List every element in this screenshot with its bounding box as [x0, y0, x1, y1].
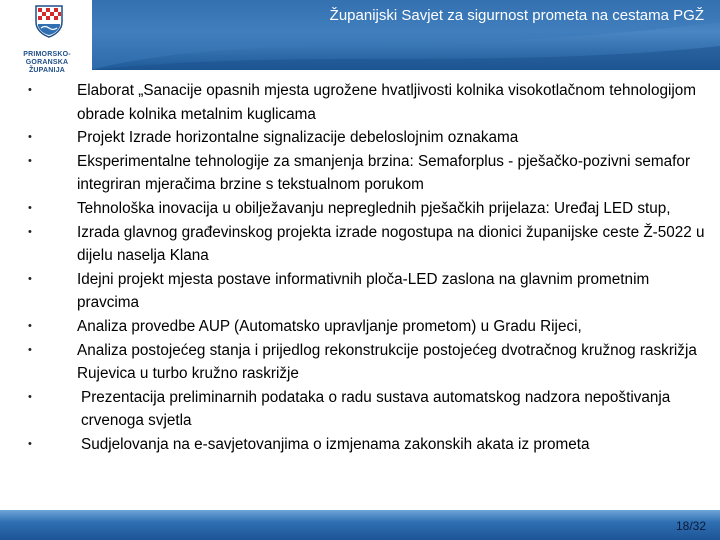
bullet-icon: •: [28, 225, 32, 238]
list-item-text: Analiza provedbe AUP (Automatsko upravljanje prometom) u Gradu Rijeci,: [77, 317, 582, 335]
list-item: [28, 433, 708, 457]
list-item-text: Analiza postojećeg stanja i prijedlog rekonstrukcije postojećeg dvotračnog kružnog raskrižja Rujevica u turbo kružno raskrižje: [77, 341, 697, 383]
list-item: [28, 339, 708, 386]
list-item-text: Elaborat „Sanacije opasnih mjesta ugrožene hvatljivosti kolnika visokotlačnom tehnologijom obrade kolnika metalnim kuglicama: [77, 82, 697, 123]
bullet-icon: •: [28, 154, 32, 167]
list-item-text: Tehnološka inovacija u obilježavanju nepreglednih pješačkih prijelaza: Uređaj LED stup,: [77, 199, 671, 217]
list-item: [28, 79, 708, 126]
list-item: [28, 268, 708, 315]
list-item-text: Projekt Izrade horizontalne signalizacije debeloslojnim oznakama: [77, 129, 519, 147]
county-coat-of-arms-icon: [34, 4, 64, 38]
bullet-icon: •: [28, 319, 32, 332]
bullet-icon: •: [28, 390, 32, 403]
list-item: [28, 386, 708, 433]
list-item: [28, 197, 708, 221]
list-item-text: Izrada glavnog građevinskog projekta izrade nogostupa na dionici županijske ceste Ž-5022 u dijelu naselja Klana: [77, 223, 705, 265]
list-item-text: Prezentacija preliminarnih podataka o radu sustava automatskog nadzora nepoštivanja crvenoga svjetla: [81, 388, 671, 430]
county-name-line1: PRIMORSKO-GORANSKA: [23, 51, 71, 66]
slide-header: [0, 0, 720, 74]
bullet-icon: •: [28, 131, 32, 144]
logo-area: [0, 0, 92, 76]
list-item: [28, 221, 708, 268]
slide-footer: [0, 510, 720, 540]
bullet-icon: •: [28, 201, 32, 214]
list-item-text: Sudjelovanja na e-savjetovanjima o izmjenama zakonskih akata iz prometa: [81, 435, 590, 453]
county-name: [4, 51, 90, 75]
list-item-text: Idejni projekt mjesta postave informativnih ploča-LED zaslona na glavnim prometnim pravcima: [77, 270, 650, 312]
page-number: 18/32: [675, 519, 706, 533]
header-title: Županijski Savjet za sigurnost prometa na cestama PGŽ: [329, 7, 704, 24]
bullet-icon: •: [28, 84, 32, 96]
list-item-text: Eksperimentalne tehnologije za smanjenja brzina: Semaforplus - pješačko-pozivni semafor integriran mjeračima brzine s tekstualnom porukom: [77, 152, 691, 194]
list-item: [28, 126, 708, 150]
bullet-list: [28, 79, 708, 457]
bullet-icon: •: [28, 272, 32, 285]
list-item: [28, 150, 708, 197]
bullet-icon: •: [28, 343, 32, 356]
bullet-icon: •: [28, 437, 32, 450]
county-name-line2: ŽUPANIJA: [28, 67, 66, 74]
list-item: [28, 315, 708, 339]
